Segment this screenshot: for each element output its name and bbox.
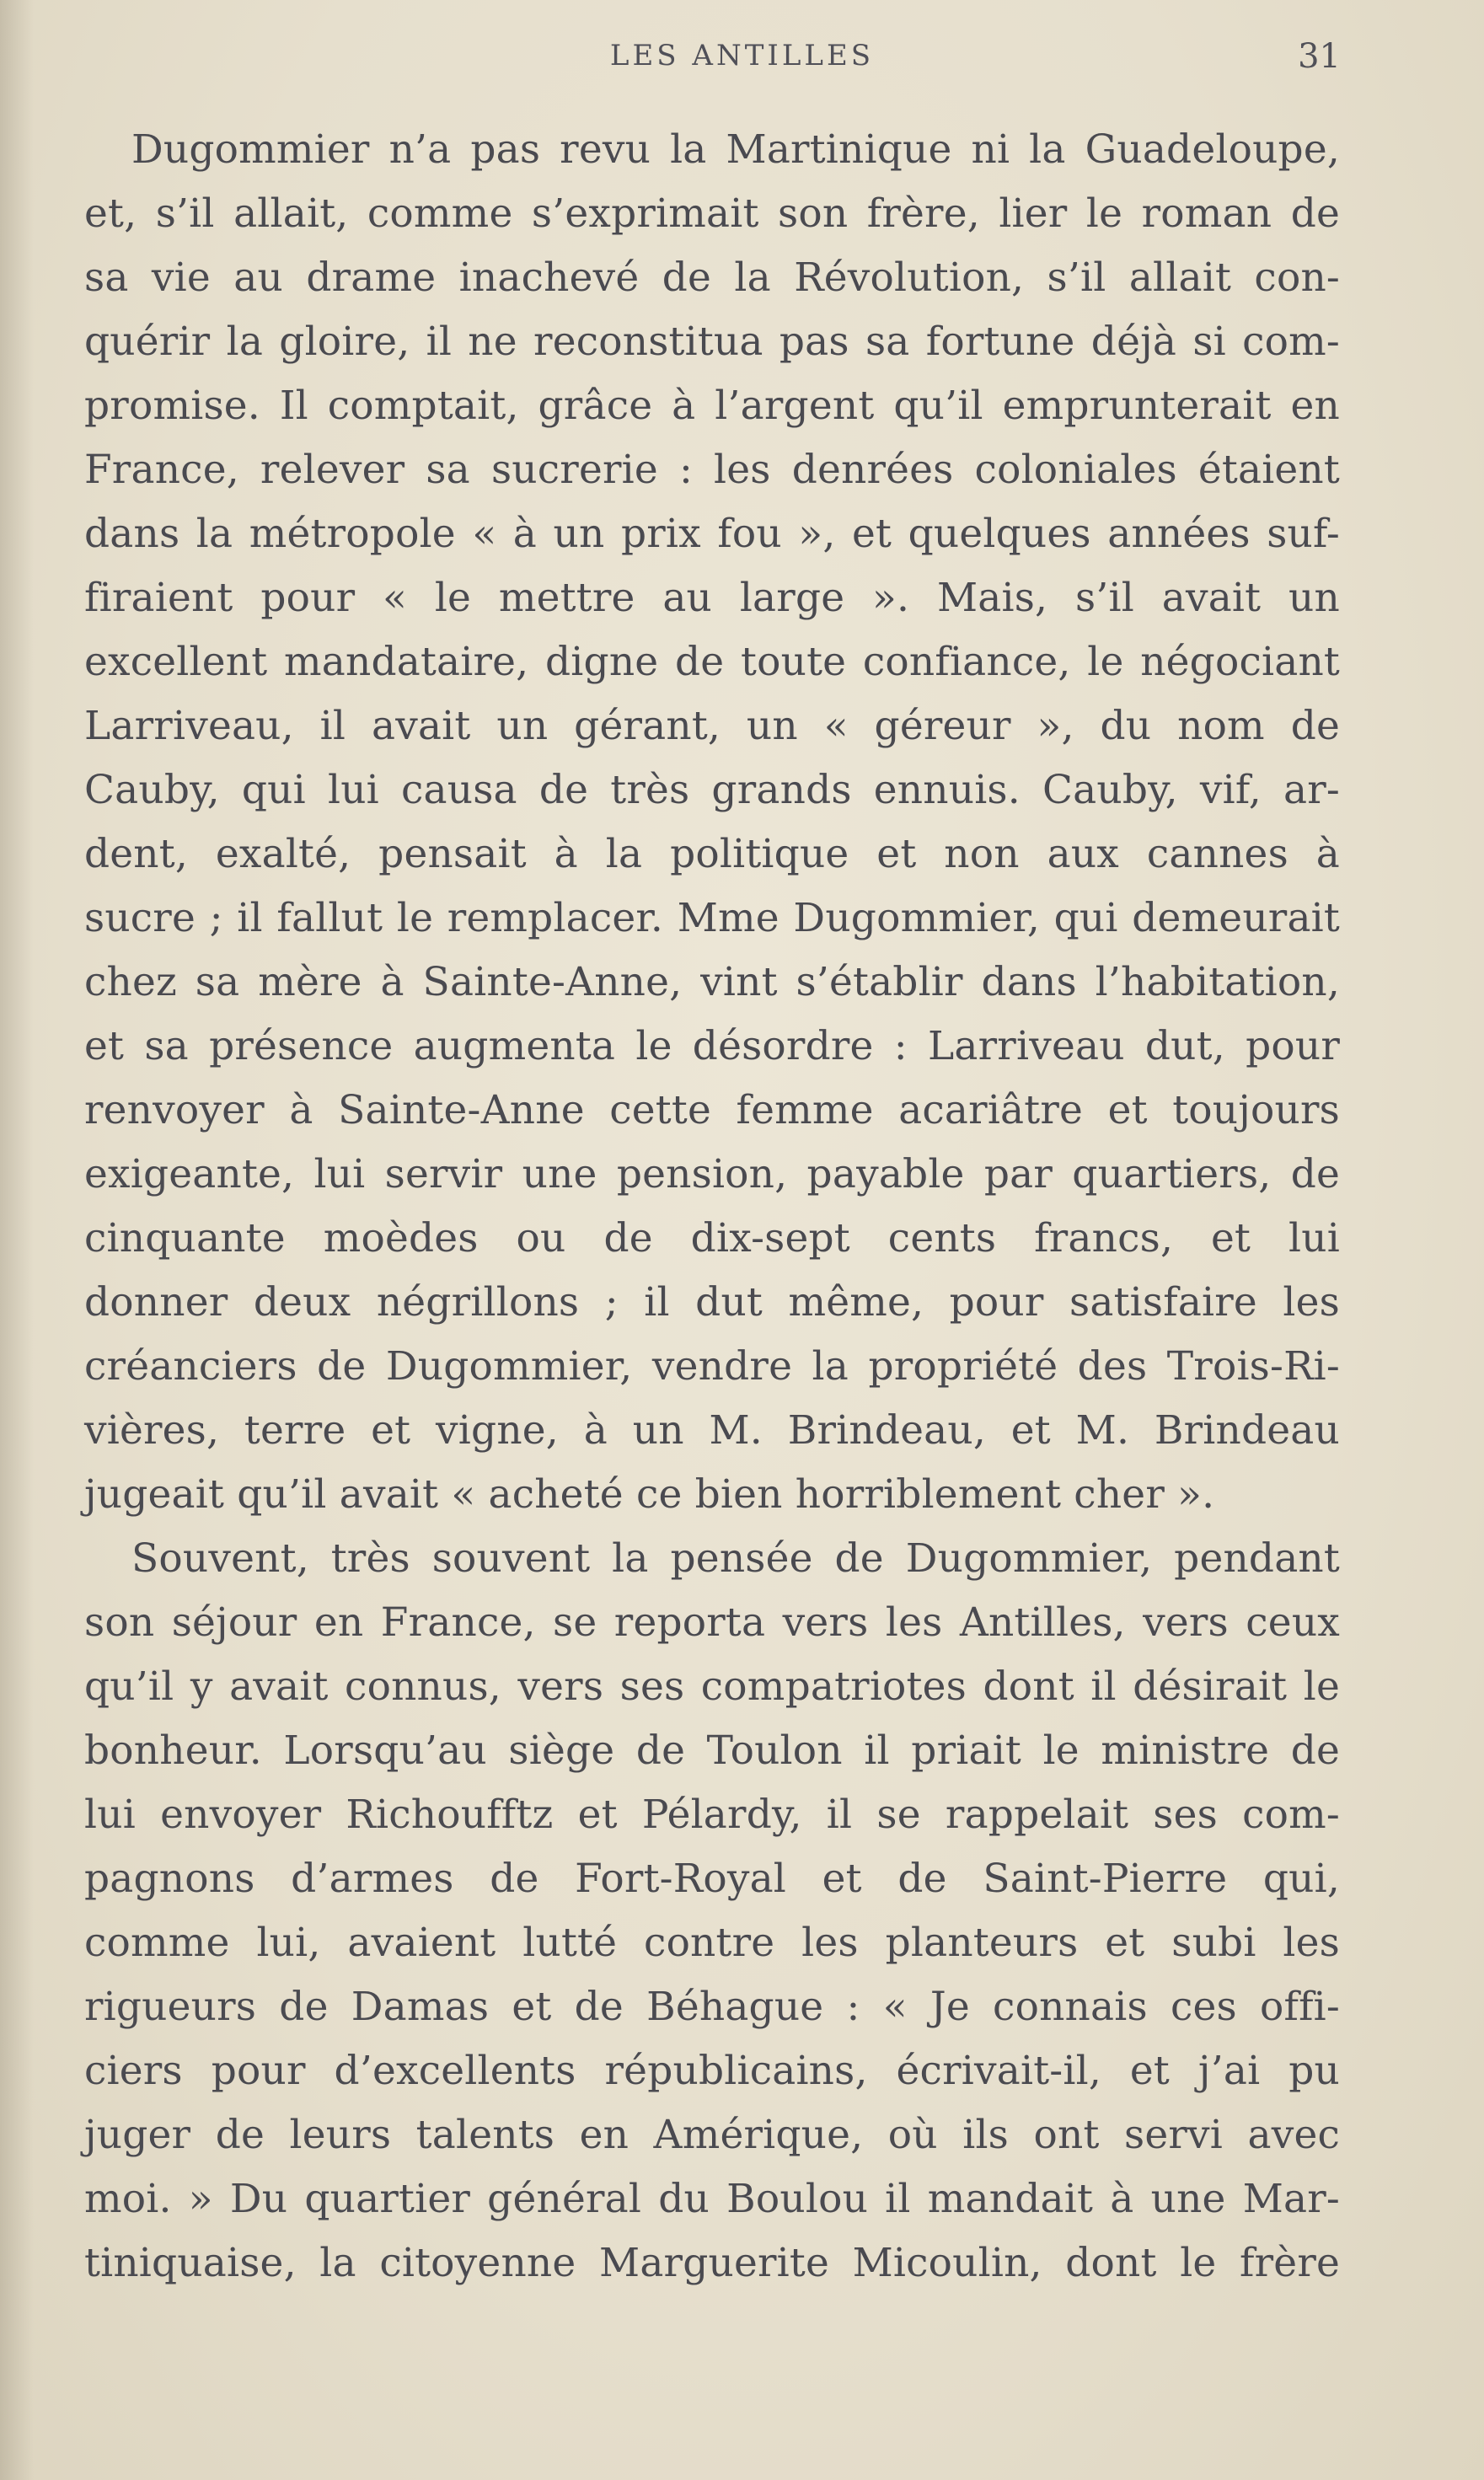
text-line: rigueurs de Damas et de Béhague : « Je connais ces offi-	[84, 1984, 1340, 2030]
text-line: créanciers de Dugommier, vendre la propriété des Trois-Ri-	[84, 1343, 1340, 1390]
text-line: jugeait qu’il avait « acheté ce bien horriblement cher ».	[84, 1471, 1215, 1518]
text-line: firaient pour « le mettre au large ». Mais, s’il avait un	[84, 575, 1340, 621]
text-line: comme lui, avaient lutté contre les planteurs et subi les	[84, 1920, 1340, 1966]
text-line: dent, exalté, pensait à la politique et non aux cannes à	[84, 831, 1340, 877]
text-line: ciers pour d’excellents républicains, écrivait-il, et j’ai pu	[84, 2048, 1340, 2094]
text-line: son séjour en France, se reporta vers les Antilles, vers ceux	[84, 1599, 1340, 1646]
text-line: Cauby, qui lui causa de très grands ennuis. Cauby, vif, ar-	[84, 767, 1340, 813]
text-line: vières, terre et vigne, à un M. Brindeau, et M. Brindeau	[84, 1407, 1340, 1454]
text-line: sucre ; il fallut le remplacer. Mme Dugommier, qui demeurait	[84, 895, 1340, 941]
text-line: France, relever sa sucrerie : les denrées coloniales étaient	[84, 447, 1340, 493]
text-line: sa vie au drame inachevé de la Révolution, s’il allait con-	[84, 254, 1340, 301]
text-line: excellent mandataire, digne de toute confiance, le négociant	[84, 639, 1340, 685]
paragraph-2	[84, 1527, 1340, 2295]
text-line: tiniquaise, la citoyenne Marguerite Micoulin, dont le frère	[84, 2240, 1340, 2286]
text-line: juger de leurs talents en Amérique, où ils ont servi avec	[84, 2112, 1340, 2158]
text-line: donner deux négrillons ; il dut même, pour satisfaire les	[84, 1279, 1340, 1326]
paragraph-1	[84, 118, 1340, 1527]
text-line: bonheur. Lorsqu’au siège de Toulon il priait le ministre de	[84, 1727, 1340, 1774]
text-line: Souvent, très souvent la pensée de Dugommier, pendant	[131, 1535, 1340, 1582]
text-line: et, s’il allait, comme s’exprimait son frère, lier le roman de	[84, 190, 1340, 237]
text-line: moi. » Du quartier général du Boulou il mandait à une Mar-	[84, 2176, 1340, 2222]
text-line: chez sa mère à Sainte-Anne, vint s’établir dans l’habitation,	[84, 959, 1340, 1005]
page-number: 31	[1298, 37, 1341, 76]
text-line: Larriveau, il avait un gérant, un « géreur », du nom de	[84, 703, 1340, 749]
text-line: cinquante moèdes ou de dix-sept cents francs, et lui	[84, 1215, 1340, 1261]
text-line: Dugommier n’a pas revu la Martinique ni la Guadeloupe,	[131, 126, 1340, 173]
text-line: renvoyer à Sainte-Anne cette femme acariâtre et toujours	[84, 1087, 1340, 1133]
text-line: dans la métropole « à un prix fou », et quelques années suf-	[84, 511, 1340, 557]
page-gutter-shadow	[0, 0, 34, 2480]
running-title: LES ANTILLES	[609, 39, 875, 72]
page-header	[0, 34, 1484, 84]
text-line: lui envoyer Richoufftz et Pélardy, il se rappelait ses com-	[84, 1792, 1340, 1838]
text-line: et sa présence augmenta le désordre : Larriveau dut, pour	[84, 1023, 1340, 1069]
text-line: exigeante, lui servir une pension, payable par quartiers, de	[84, 1151, 1340, 1197]
text-line: qu’il y avait connus, vers ses compatriotes dont il désirait le	[84, 1663, 1340, 1710]
text-line: pagnons d’armes de Fort-Royal et de Saint-Pierre qui,	[84, 1856, 1340, 1902]
text-line: promise. Il comptait, grâce à l’argent qu’il emprunterait en	[84, 383, 1340, 429]
body-text	[84, 118, 1340, 2295]
text-line: quérir la gloire, il ne reconstitua pas sa fortune déjà si com-	[84, 319, 1340, 365]
